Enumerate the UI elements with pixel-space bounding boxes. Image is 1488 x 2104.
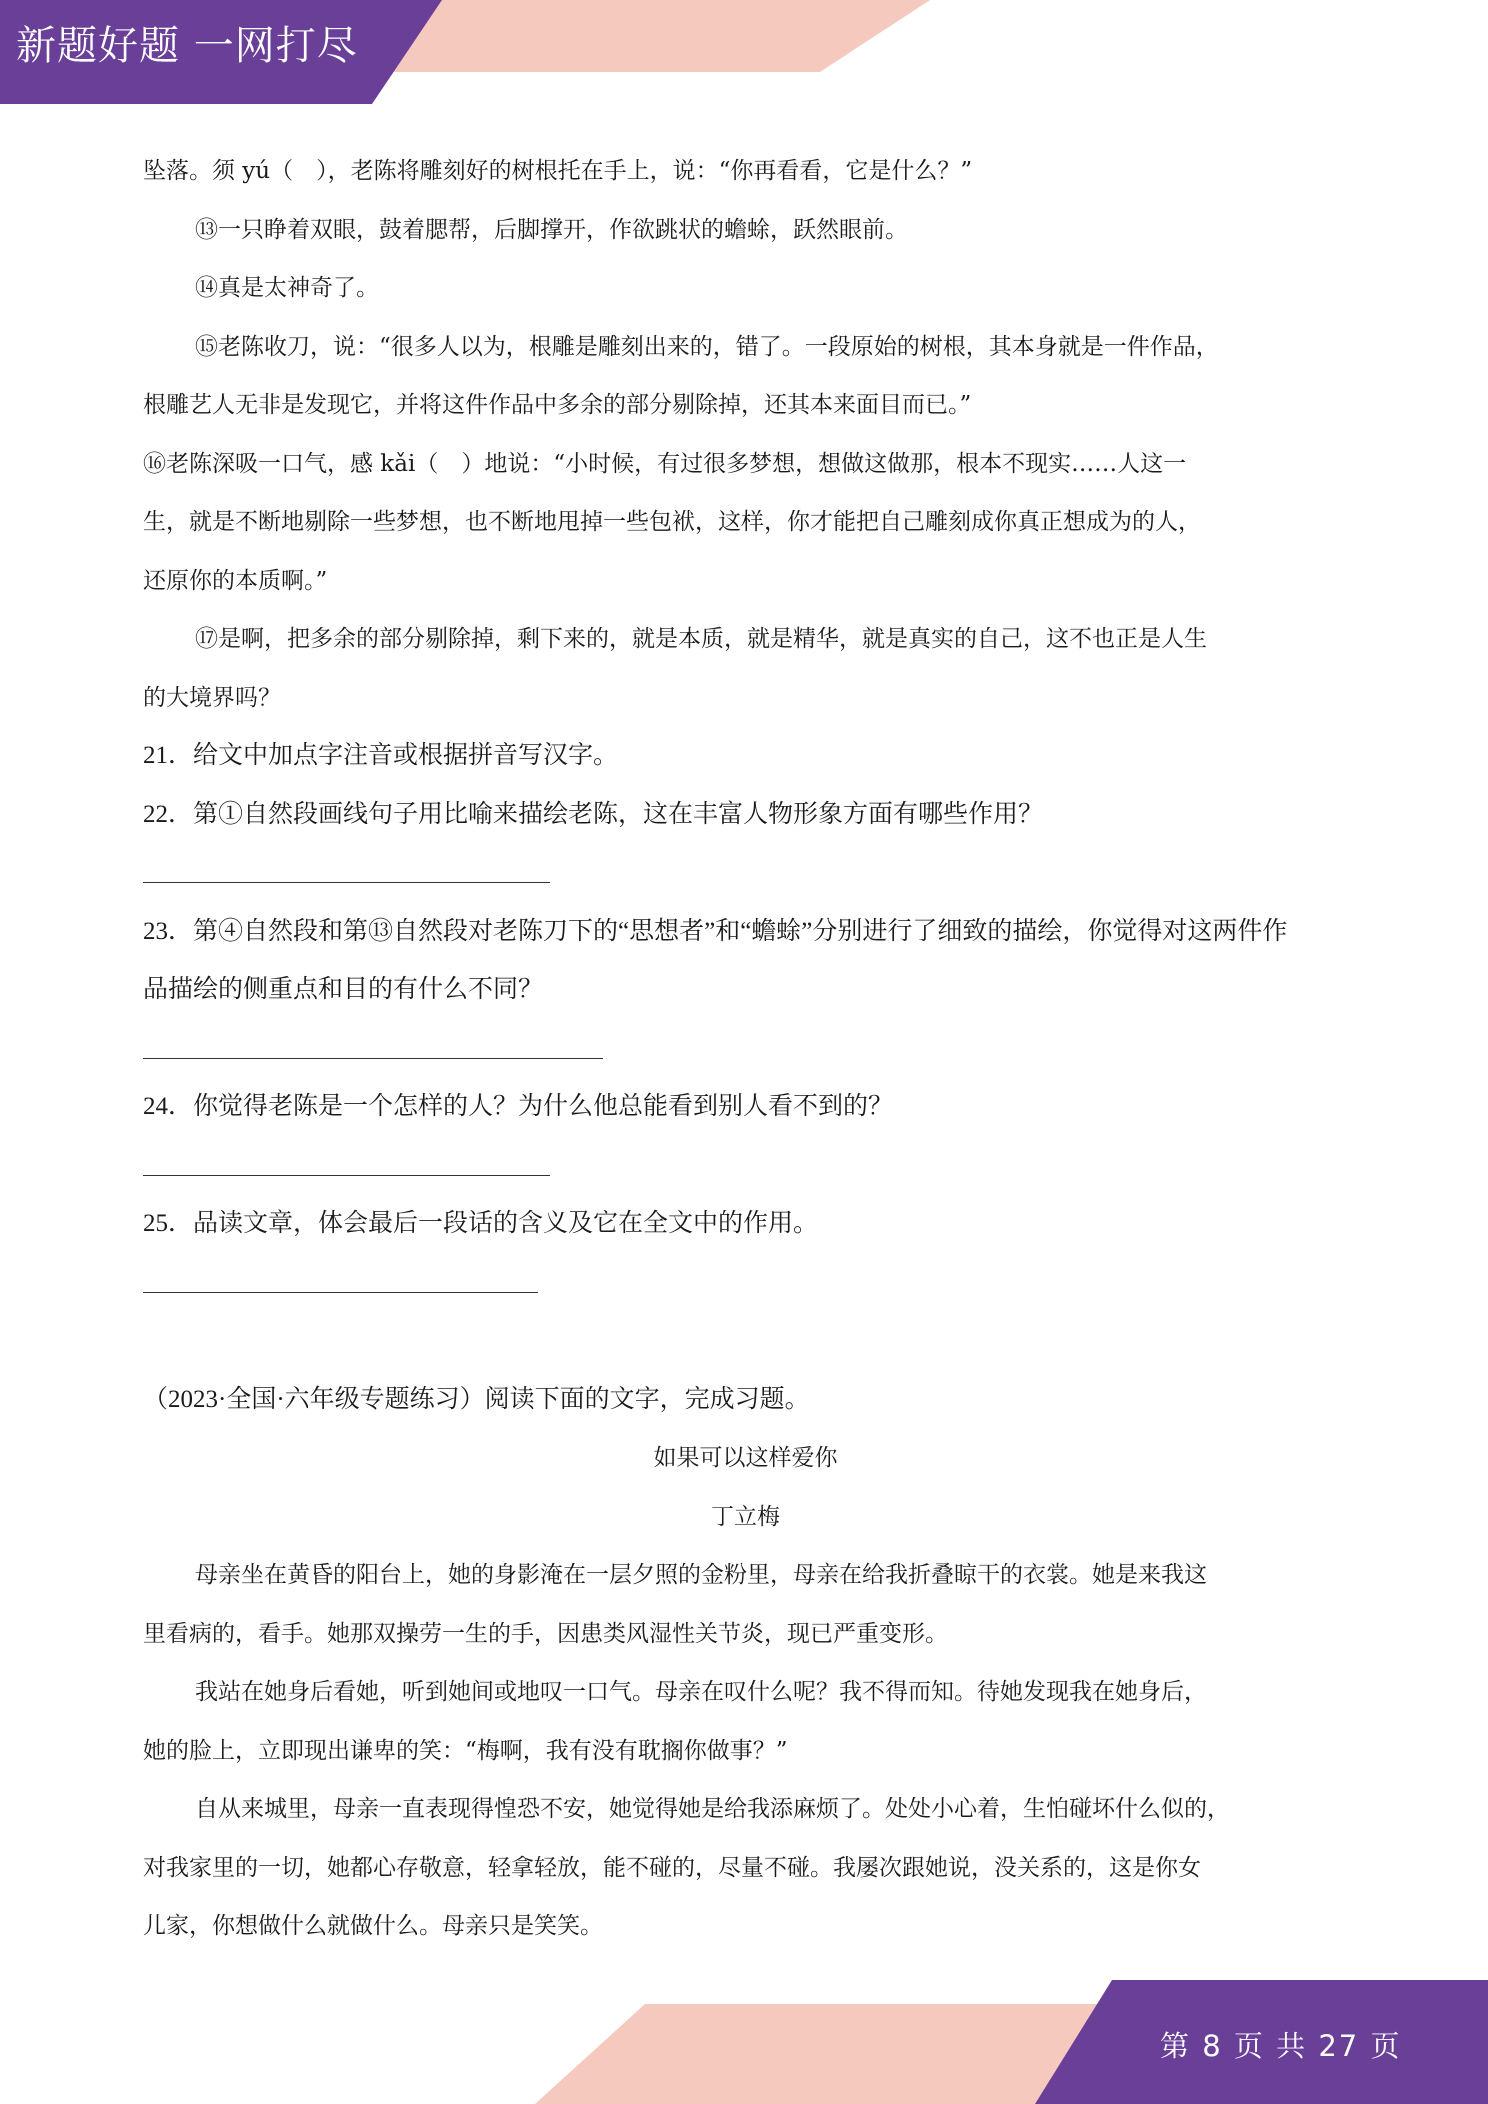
article-line: 她的脸上，立即现出谦卑的笑：“梅啊，我有没有耽搁你做事？” <box>143 1737 788 1764</box>
article-author: 丁立梅 <box>711 1503 780 1530</box>
passage-line: ⑮老陈收刀，说：“很多人以为，根雕是雕刻出来的，错了。一段原始的树根，其本身就是一件作品， <box>195 333 1219 360</box>
article-line: 儿家，你想做什么就做什么。母亲只是笑笑。 <box>143 1913 603 1939</box>
question-25: 25．品读文章，体会最后一段话的含义及它在全文中的作用。 <box>143 1210 819 1237</box>
answer-line-25[interactable] <box>143 1254 1348 1313</box>
question-24: 24．你觉得老陈是一个怎样的人？为什么他总能看到别人看不到的？ <box>143 1093 894 1120</box>
article-title: 如果可以这样爱你 <box>653 1445 838 1471</box>
passage-line: 的大境界吗？ <box>143 684 281 711</box>
passage-line: ⑯老陈深吸一口气，感 kǎi（ ）地说：“小时候，有过很多梦想，想做这做那，根本不现实……人这一 <box>143 450 1187 477</box>
passage-line: 生，就是不断地剔除一些梦想，也不断地甩掉一些包袱，这样，你才能把自己雕刻成你真正想成为的人， <box>143 509 1201 535</box>
passage-line: ⑬一只睁着双眼，鼓着腮帮，后脚撑开，作欲跳状的蟾蜍，跃然眼前。 <box>195 216 908 243</box>
passage-line: 坠落。须 yú（ ），老陈将雕刻好的树根托在手上，说：“你再看看，它是什么？” <box>143 158 973 184</box>
article-line: 自从来城里，母亲一直表现得惶恐不安，她觉得她是给我添麻烦了。处处小心着，生怕碰坏什么似的， <box>195 1796 1230 1822</box>
section-intro: （2023·全国·六年级专题练习）阅读下面的文字，完成习题。 <box>143 1385 810 1413</box>
passage-line: 还原你的本质啊。” <box>143 567 328 594</box>
answer-line-24[interactable] <box>143 1137 1348 1196</box>
answer-line-22[interactable] <box>143 844 1348 903</box>
document-body <box>143 142 1348 1956</box>
passage-line: ⑭真是太神奇了。 <box>195 275 379 301</box>
page-number: 第 8 页 共 27 页 <box>1160 2029 1402 2063</box>
header-title: 新题好题 一网打尽 <box>16 23 358 69</box>
question-23-cont: 品描绘的侧重点和目的有什么不同？ <box>143 976 544 1003</box>
article-line: 里看病的，看手。她那双操劳一生的手，因患类风湿性关节炎，现已严重变形。 <box>143 1620 948 1647</box>
article-line: 母亲坐在黄昏的阳台上，她的身影淹在一层夕照的金粉里，母亲在给我折叠晾干的衣裳。她是来我这 <box>195 1562 1207 1588</box>
question-23: 23．第④自然段和第⑬自然段对老陈刀下的“思想者”和“蟾蜍”分别进行了细致的描绘，你觉得对这两件作 <box>143 917 1288 945</box>
question-21: 21．给文中加点字注音或根据拼音写汉字。 <box>143 742 619 769</box>
question-22: 22．第①自然段画线句子用比喻来描绘老陈，这在丰富人物形象方面有哪些作用？ <box>143 800 1044 828</box>
answer-line-23[interactable] <box>143 1020 1348 1079</box>
passage-line: 根雕艺人无非是发现它，并将这件作品中多余的部分剔除掉，还其本来面目而已。” <box>143 392 972 418</box>
article-line: 对我家里的一切，她都心存敬意，轻拿轻放，能不碰的，尽量不碰。我屡次跟她说，没关系的，这是你女 <box>143 1854 1201 1881</box>
article-line: 我站在她身后看她，听到她间或地叹一口气。母亲在叹什么呢？我不得而知。待她发现我在她身后， <box>195 1679 1207 1705</box>
passage-line: ⑰是啊，把多余的部分剔除掉，剩下来的，就是本质，就是精华，就是真实的自己，这不也正是人生 <box>195 626 1207 652</box>
